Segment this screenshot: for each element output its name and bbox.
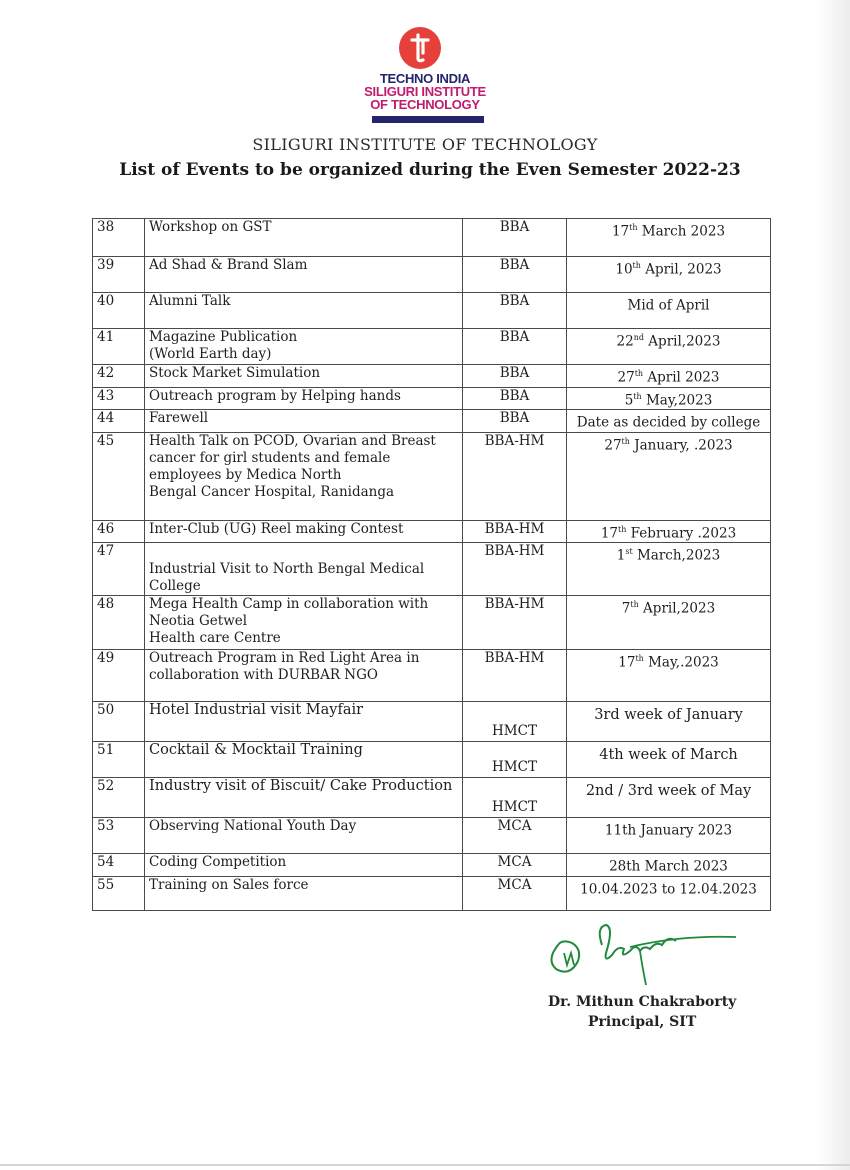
- event-name-cell: [145, 410, 463, 433]
- table-row: [93, 410, 771, 433]
- event-name-line: Ad Shad & Brand Slam: [149, 257, 308, 273]
- event-name-line: Health Talk on PCOD, Ovarian and Breast: [149, 432, 436, 449]
- event-name-cell: [145, 876, 463, 910]
- date-ordinal-suffix: nd: [633, 333, 645, 342]
- event-date-cell: [567, 219, 771, 257]
- event-number-cell: 39: [93, 257, 145, 293]
- event-number-cell: 48: [93, 596, 145, 650]
- logo-line-1: TECHNO INDIA: [379, 71, 471, 86]
- event-number-cell: 43: [93, 387, 145, 410]
- date-rest: January, .2023: [629, 437, 733, 453]
- signatory-name: Dr. Mithun Chakraborty: [548, 994, 737, 1010]
- events-table: [92, 218, 771, 911]
- event-name-line: collaboration with DURBAR NGO: [149, 667, 378, 683]
- department-cell: BBA: [463, 219, 567, 257]
- table-row: [93, 854, 771, 877]
- event-name-line: Magazine Publication: [149, 329, 298, 345]
- event-name-line: Industry visit of Biscuit/ Cake Production: [149, 778, 453, 794]
- event-number-cell: 41: [93, 329, 145, 365]
- event-name-cell: [145, 742, 463, 778]
- event-date-cell: [567, 596, 771, 650]
- table-row: [93, 365, 771, 388]
- event-number-cell: 40: [93, 293, 145, 329]
- event-name-cell: [145, 432, 463, 520]
- event-number-cell: 44: [93, 410, 145, 433]
- department-cell: BBA-HM: [463, 543, 567, 596]
- event-date-cell: [567, 702, 771, 742]
- date-rest: April, 2023: [640, 261, 722, 278]
- event-name-line: Alumni Talk: [149, 293, 231, 309]
- date-rest: March 2023: [637, 223, 726, 240]
- date-ordinal-suffix: th: [635, 654, 644, 663]
- event-date-cell: [567, 387, 771, 410]
- event-date-cell: [567, 293, 771, 329]
- date-day: 4th week of March: [599, 746, 738, 763]
- table-row: [93, 387, 771, 410]
- document-title: List of Events to be organized during the Even Semester 2022-23: [119, 160, 741, 180]
- date-day: 10.04.2023 to 12.04.2023: [580, 881, 757, 897]
- date-day: 28th March 2023: [609, 858, 728, 875]
- event-name-cell: [145, 520, 463, 543]
- event-number-cell: 38: [93, 219, 145, 257]
- event-number-cell: 45: [93, 432, 145, 520]
- date-day: 17: [618, 654, 636, 671]
- event-name-cell: [145, 219, 463, 257]
- department-cell: BBA: [463, 257, 567, 293]
- event-number-cell: 49: [93, 650, 145, 702]
- event-name-line: employees by Medica North: [149, 466, 342, 483]
- table-row: [93, 818, 771, 854]
- event-name-line: Outreach Program in Red Light Area in: [149, 650, 420, 666]
- table-row: [93, 293, 771, 329]
- event-name-line: Mega Health Camp in collaboration with: [149, 596, 429, 612]
- event-name-cell: [145, 293, 463, 329]
- date-day: 17: [611, 223, 630, 240]
- department-cell: BBA: [463, 329, 567, 365]
- date-ordinal-suffix: th: [633, 391, 642, 401]
- department-cell: MCA: [463, 876, 567, 910]
- event-number-cell: 47: [93, 543, 145, 596]
- table-row: [93, 257, 771, 293]
- date-day: 3rd week of January: [594, 706, 743, 723]
- department-cell: BBA-HM: [463, 596, 567, 650]
- event-name-line: Coding Competition: [149, 854, 287, 870]
- table-row: [93, 596, 771, 650]
- department-cell: BBA-HM: [463, 650, 567, 702]
- event-number-cell: 51: [93, 742, 145, 778]
- event-date-cell: [567, 778, 771, 818]
- event-name-cell: [145, 543, 463, 596]
- event-name-cell: [145, 257, 463, 293]
- event-number-cell: 50: [93, 702, 145, 742]
- event-date-cell: [567, 818, 771, 854]
- event-name-line: Cocktail & Mocktail Training: [149, 742, 363, 758]
- event-number-cell: 55: [93, 876, 145, 910]
- event-name-line: College: [149, 578, 201, 594]
- table-row: [93, 543, 771, 596]
- event-date-cell: [567, 432, 771, 520]
- event-name-line: cancer for girl students and female: [149, 449, 391, 466]
- event-name-line: Health care Centre: [149, 630, 281, 646]
- event-date-cell: [567, 329, 771, 365]
- date-rest: May,2023: [641, 392, 713, 408]
- date-rest: March,2023: [632, 547, 721, 564]
- signatory-designation: Principal, SIT: [588, 1014, 697, 1030]
- event-name-line: Bengal Cancer Hospital, Ranidanga: [149, 483, 395, 500]
- department-cell: HMCT: [463, 702, 567, 742]
- event-name-line: Farewell: [149, 410, 209, 426]
- event-date-cell: [567, 257, 771, 293]
- event-number-cell: 54: [93, 854, 145, 877]
- date-ordinal-suffix: st: [625, 547, 633, 556]
- event-date-cell: [567, 854, 771, 877]
- event-date-cell: [567, 650, 771, 702]
- event-name-line: Hotel Industrial visit Mayfair: [149, 702, 364, 718]
- date-day: 10: [615, 261, 633, 278]
- table-row: [93, 742, 771, 778]
- event-name-line: Inter-Club (UG) Reel making Contest: [149, 520, 404, 537]
- event-name-line: Training on Sales force: [149, 876, 309, 893]
- date-day: 11th January 2023: [604, 822, 733, 839]
- event-name-cell: [145, 854, 463, 877]
- date-rest: April 2023: [643, 369, 720, 386]
- event-name-line: Outreach program by Helping hands: [149, 387, 401, 404]
- event-number-cell: 52: [93, 778, 145, 818]
- event-number-cell: 46: [93, 520, 145, 543]
- date-day: 17: [600, 525, 619, 541]
- event-name-line: Stock Market Simulation: [149, 365, 321, 381]
- logo-bar: [372, 116, 484, 123]
- event-date-cell: [567, 410, 771, 433]
- logo-wordmark: [340, 72, 510, 111]
- date-day: 2nd / 3rd week of May: [585, 782, 752, 799]
- event-name-cell: [145, 650, 463, 702]
- date-rest: February .2023: [626, 525, 737, 541]
- date-day: 22: [616, 333, 634, 350]
- date-ordinal-suffix: th: [618, 524, 627, 534]
- date-day: Mid of April: [627, 297, 710, 314]
- event-name-cell: [145, 329, 463, 365]
- event-name-cell: [145, 778, 463, 818]
- department-cell: MCA: [463, 854, 567, 877]
- department-cell: BBA: [463, 387, 567, 410]
- date-day: 1: [616, 547, 626, 564]
- department-cell: BBA-HM: [463, 432, 567, 520]
- signature-icon: [540, 905, 740, 990]
- page-edge-shadow: [818, 0, 850, 1170]
- date-day: 27: [617, 369, 635, 386]
- department-cell: BBA: [463, 293, 567, 329]
- date-ordinal-suffix: th: [632, 261, 641, 270]
- table-row: [93, 219, 771, 257]
- event-date-cell: [567, 520, 771, 543]
- department-cell: HMCT: [463, 742, 567, 778]
- date-day: 7: [621, 600, 631, 617]
- date-day: Date as decided by college: [576, 414, 761, 431]
- event-name-cell: [145, 702, 463, 742]
- event-name-cell: [145, 365, 463, 388]
- institute-name: SILIGURI INSTITUTE OF TECHNOLOGY: [252, 135, 598, 154]
- department-cell: HMCT: [463, 778, 567, 818]
- date-ordinal-suffix: th: [621, 436, 630, 446]
- table-row: [93, 778, 771, 818]
- date-day: 5: [624, 392, 634, 408]
- event-number-cell: 53: [93, 818, 145, 854]
- event-name-cell: [145, 818, 463, 854]
- event-name-line: Workshop on GST: [149, 219, 272, 235]
- event-date-cell: [567, 742, 771, 778]
- table-row: [93, 520, 771, 543]
- department-cell: BBA: [463, 365, 567, 388]
- event-date-cell: [567, 365, 771, 388]
- event-name-line: (World Earth day): [149, 346, 272, 362]
- date-ordinal-suffix: th: [630, 600, 639, 609]
- event-name-line: Industrial Visit to North Bengal Medical: [149, 561, 425, 577]
- scan-bottom-line: [0, 1164, 850, 1166]
- event-date-cell: [567, 543, 771, 596]
- event-name-cell: [145, 596, 463, 650]
- logo-line-2: SILIGURI INSTITUTE: [364, 84, 486, 99]
- date-rest: April,2023: [638, 600, 716, 617]
- date-ordinal-suffix: th: [634, 369, 644, 378]
- logo-line-3: OF TECHNOLOGY: [370, 97, 480, 112]
- event-number-cell: 42: [93, 365, 145, 388]
- date-day: 27: [604, 437, 622, 453]
- table-row: [93, 329, 771, 365]
- event-name-line: Observing National Youth Day: [149, 818, 357, 834]
- date-rest: May,.2023: [643, 654, 719, 671]
- table-row: [93, 650, 771, 702]
- department-cell: MCA: [463, 818, 567, 854]
- department-cell: BBA: [463, 410, 567, 433]
- event-name-line: Neotia Getwel: [149, 613, 248, 629]
- department-cell: BBA-HM: [463, 520, 567, 543]
- table-row: [93, 432, 771, 520]
- date-ordinal-suffix: th: [629, 223, 638, 232]
- table-row: [93, 702, 771, 742]
- date-rest: April,2023: [644, 333, 721, 350]
- event-name-cell: [145, 387, 463, 410]
- techno-india-logo-icon: [398, 26, 442, 70]
